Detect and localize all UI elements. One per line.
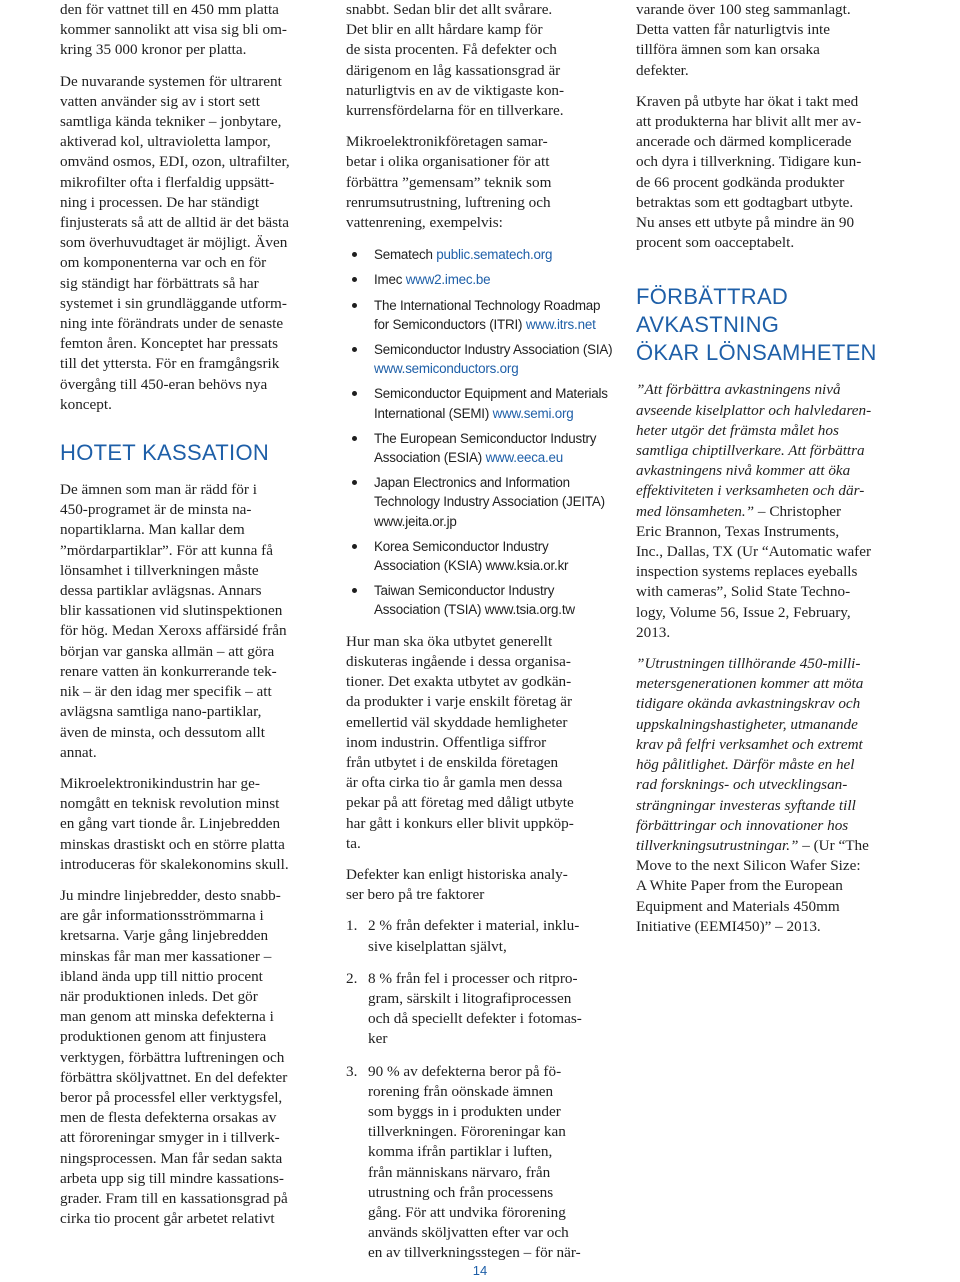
list-item: 2. 8 % från fel i processer och ritpro- gram, särskilt i litografiprocessen och då speciellt defekter i fotomas- ker — [346, 969, 582, 1048]
column-left — [60, 0, 330, 1240]
list-item: The European Semiconductor Industry Association (ESIA) www.eeca.eu — [346, 429, 614, 467]
defect-factors-list — [346, 916, 614, 1263]
paragraph: Hur man ska öka utbytet generellt diskuteras ingående i dessa organisa- tioner. Det exakta utbytet av godkän- da produkter i varje enskilt företag är emellertid väl skyddade hemligheter inom industrin. Offentliga siffror från utbytet i de enskilda företagen är ofta cirka tio år gamla men dessa pekar på att företag med dåligt utbyte har gått i konkurs eller blivit uppköp- ta. — [346, 632, 574, 852]
quote-brannon: ”Att förbättra avkastningens nivå avseende kiselplattor och halvledaren- heter utgör det främsta målet hos samtliga chiptillverkare. Att förbättra avkastningens nivå kommer att öka effektiviteten i verksamheten och där- med lönsamheten.” – Christopher Eric Brannon, Texas Instruments, Inc., Dallas, TX (Ur “Automatic wafer inspection systems replaces eyeballs with cameras”, Solid State Techno- logy, Volume 56, Issue 2, February, 2013. — [636, 381, 872, 641]
organization-list — [346, 245, 614, 619]
paragraph: Mikroelektronikföretagen samar- betar i olika organisationer för att förbättra ”gemensam” teknik som renrumsutrustning, luftrening och vattenrening, exempelvis: — [346, 133, 552, 232]
paragraph: Defekter kan enligt historiska analy- ser bero på tre faktorer — [346, 865, 568, 904]
quote-eemi450: ”Utrustningen tillhörande 450-milli- metersgenerationen kommer att möta tidigare okända avkastningskrav och uppskalningshastigheter, utmanande krav på felfri verksamhet och extremt hög pålitlighet. Därför måste en hel rad forsknings- och utvecklingsan- strängningar investeras syftande till förbättringar och innovationer hos tillverkningsutrustningar.” – (Ur “The Move to the next Silicon Wafer Size: A White Paper from the European Equipment and Materials 450mm Initiative (EEMI450)” – 2013. — [636, 655, 869, 935]
link[interactable]: www.eeca.eu — [485, 450, 564, 466]
page-number: 14 — [472, 1263, 488, 1278]
section-heading-hotet-kassation: HOTET KASSATION — [60, 440, 270, 466]
link[interactable]: www.semiconductors.org — [374, 361, 519, 377]
list-item: Korea Semiconductor Industry Association (KSIA) www.ksia.or.kr — [346, 537, 614, 575]
paragraph: snabbt. Sedan blir det allt svårare. Det blir en allt hårdare kamp för de sista procenten. Få defekter och därigenom en låg kassationsgrad är naturligtvis en av de viktigaste kon- kurrensfördelarna för en tillverkare. — [346, 1, 565, 120]
list-item: Semiconductor Industry Association (SIA) www.semiconductors.org — [346, 340, 614, 378]
list-item: Japan Electronics and Information Technology Industry Association (JEITA) www.jeita.or.jp — [346, 473, 614, 531]
paragraph: varande över 100 steg sammanlagt. Detta vatten får naturligtvis inte tillföra ämnen som kan orsaka defekter. — [636, 1, 851, 79]
list-item: Sematech public.sematech.org — [346, 245, 614, 264]
link[interactable]: www2.imec.be — [405, 272, 491, 288]
paragraph: Mikroelektronikindustrin har ge- nomgått en teknisk revolution minst en gång vart tionde år. Linjebredden minskas drastiskt och en större platta introduceras för skalekonomins skull. — [60, 774, 289, 873]
paragraph: Kraven på utbyte har ökat i takt med att produkterna har blivit allt mer av- ancerade och därmed komplicerade och dyra i tillverkning. Tidigare kun- de 66 procent godkända produkter betraktas som ett godtagbart utbyte. Nu anses ett utbyte på mindre än 90 procent som oacceptabelt. — [636, 92, 862, 252]
column-middle — [346, 0, 614, 1276]
list-item: Semiconductor Equipment and Materials International (SEMI) www.semi.org — [346, 384, 614, 422]
column-right — [636, 0, 906, 948]
paragraph: Ju mindre linjebredder, desto snabb- are går informationsströmmarna i kretsarna. Varje gång linjebredden minskas får man mer kassationer – ibland ända upp till nittio procent när produktionen inleds. Det gör man genom att minska defekterna i produktionen genom att finjustera verktygen, förbättra luftreningen och förbättra sköljvattnet. En del defekter beror på processfel eller verktygsfel, men de flesta defekterna orsakas av att föroreningar smyger in i tillverk- ningsprocessen. Man får sedan sakta arbeta upp sig till mindre kassations- grader. Fram till en kassationsgrad på cirka tio procent går arbetet relativt — [60, 886, 288, 1228]
list-item: The International Technology Roadmap for Semiconductors (ITRI) www.itrs.net — [346, 296, 614, 334]
link[interactable]: public.sematech.org — [436, 247, 553, 263]
list-item: Taiwan Semiconductor Industry Association (TSIA) www.tsia.org.tw — [346, 581, 614, 619]
paragraph: den för vattnet till en 450 mm platta kommer sannolikt att visa sig bli om- kring 35 000 kronor per platta. — [60, 1, 287, 59]
paragraph: De nuvarande systemen för ultrarent vatten använder sig av i stort sett samtliga kända tekniker – jonbytare, aktiverad kol, ultravioletta lampor, omvänd osmos, EDI, ozon, ultrafilter, mikrofilter ofta i flerfaldig uppsätt- ning i processen. De har ständigt finjusterats så att de alltid är det bästa som överhuvudtaget är möjligt. Även om komponenterna var och en för sig ständigt har förbättrats så har systemet i sin grundläggande utform- ning inte förändrats under de senaste femton åren. Konceptet har pressats till det yttersta. För en framgångsrik övergång till 450-eran behövs nya koncept. — [60, 72, 290, 413]
list-item: Imec www2.imec.be — [346, 270, 614, 289]
link[interactable]: www.semi.org — [492, 405, 574, 421]
paragraph: De ämnen som man är rädd för i 450-programet är de minsta na- nopartiklarna. Man kallar dem ”mördarpartiklar”. För att kunna få lönsamhet i tillverkningen måste dessa partiklar avlägsnas. Annars blir kassationen vid slutinspektionen för hög. Medan Xeroxs affärsidé från början var ganska allmän – att göra renare vatten än konkurrerande tek- nik – är den idag mer specifik – att avlägsna samtliga nano-partiklar, även de minsta, och dessutom allt annat. — [60, 481, 287, 761]
section-heading-forbattrad-avkastning: FÖRBÄTTRAD AVKASTNING ÖKAR LÖNSAMHETEN — [636, 284, 877, 366]
link[interactable]: www.itrs.net — [525, 316, 596, 332]
list-item: 3. 90 % av defekterna beror på fö- rorening från oönskade ämnen som byggs in i produkten under tillverkningen. Föroreningar kan komma ifrån partiklar i luften, från människans närvaro, från utrustning och från processens gång. För att undvika förorening används sköljvatten efter var och en av tillverkningsstegen – för när- — [346, 1062, 581, 1262]
list-item: 1. 2 % från defekter i material, inklu- sive kiselplattan självt, — [346, 917, 580, 955]
